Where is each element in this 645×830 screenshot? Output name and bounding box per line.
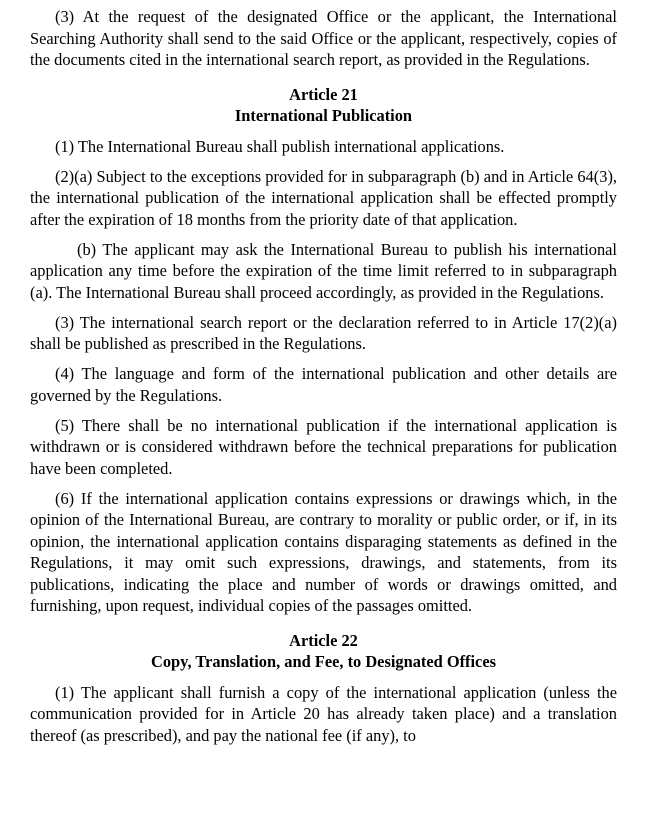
- article22-number: Article 22: [289, 630, 358, 650]
- article21-number: Article 21: [289, 84, 358, 104]
- article21-heading: [30, 84, 617, 127]
- article21-paragraph-3: (3) The international search report or the declaration referred to in Article 17(2)(a) shall be published as prescribed in the Regulations.: [30, 312, 617, 353]
- article21-paragraph-6: (6) If the international application contains expressions or drawings which, in the opinion of the International Bureau, are contrary to morality or public order, or if, in its opinion, the international application contains disparaging statements as defined in the Regulations, it may omit such expressions, drawings, and statements, from its publications, indicating the place and number of words or drawings omitted, and furnishing, upon request, individual copies of the passages omitted.: [30, 488, 617, 615]
- article21-paragraph-2a: (2)(a) Subject to the exceptions provided for in subparagraph (b) and in Article 64(3), the international publication of the international application shall be effected promptly after the expiration of 18 months from the priority date of that application.: [30, 166, 617, 229]
- article21-paragraph-4: (4) The language and form of the international publication and other details are governed by the Regulations.: [30, 364, 617, 405]
- article20-paragraph-3: (3) At the request of the designated Office or the applicant, the International Searching Authority shall send to the said Office or the applicant, respectively, copies of the documents cited in the international search report, as provided in the Regulations.: [30, 7, 617, 69]
- article22-heading: [30, 630, 617, 673]
- article21-paragraph-1: (1) The International Bureau shall publish international applications.: [55, 136, 505, 156]
- article22-title: Copy, Translation, and Fee, to Designated Offices: [151, 652, 496, 671]
- article21-title: International Publication: [234, 106, 413, 125]
- article21-paragraph-2b: (b) The applicant may ask the International Bureau to publish his international application any time before the expiration of the time limit referred to in subparagraph (a). The International Bureau shall proceed accordingly, as provided in the Regulations.: [30, 239, 617, 302]
- article21-paragraph-5: (5) There shall be no international publication if the international application is withdrawn or is considered withdrawn before the technical preparations for publication have been completed.: [30, 415, 617, 478]
- article22-paragraph-1: (1) The applicant shall furnish a copy of the international application (unless the communication provided for in Article 20 has already taken place) and a translation thereof (as prescribed), and pay the national fee (if any), to: [30, 682, 617, 745]
- document-page: [30, 6, 617, 746]
